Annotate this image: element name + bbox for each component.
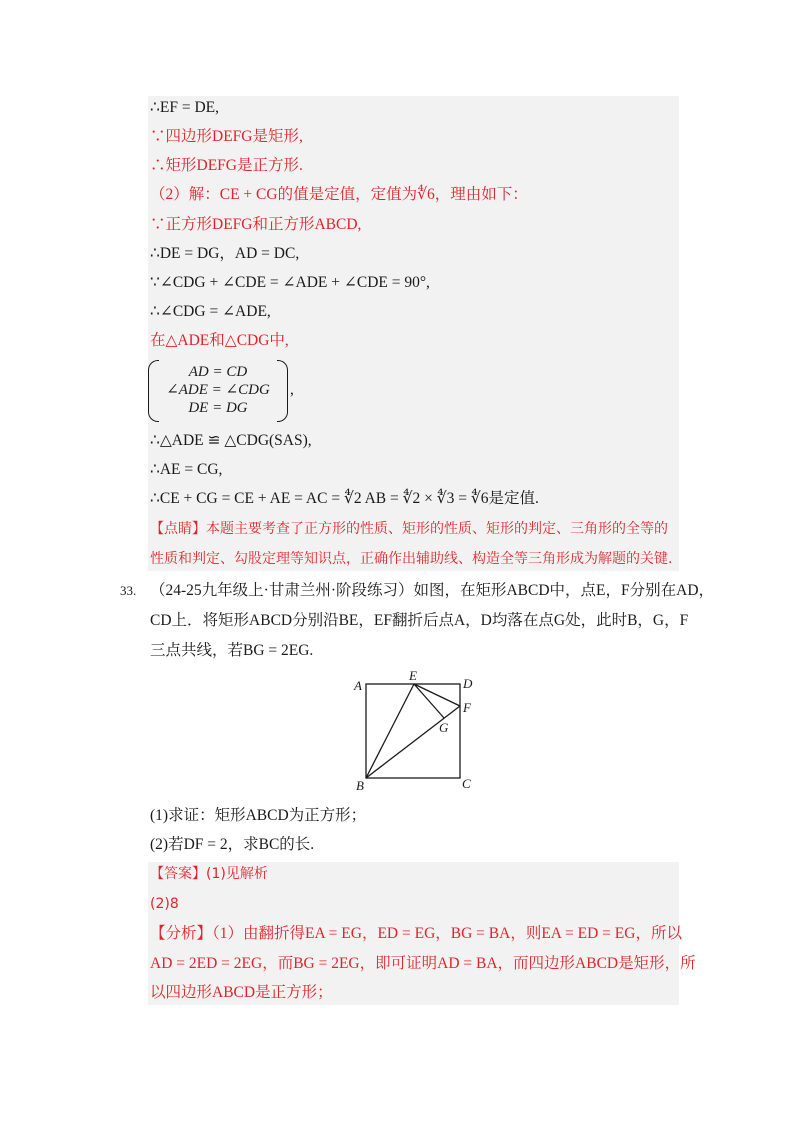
- solution-line-4: （2）解：CE + CG的值是定值，定值为∜6，理由如下：: [150, 186, 528, 203]
- label-f: F: [463, 700, 471, 715]
- solution-line-11: ∴AE = CG,: [150, 461, 223, 478]
- solution-line-10: ∴△ADE ≌ △CDG(SAS),: [150, 432, 312, 449]
- answer-line-1: 【答案】(1)见解析: [150, 866, 268, 882]
- solution-line-12: ∴CE + CG = CE + AE = AC = ∜2 AB = ∜2 × ∜3 = ∜6是定值.: [150, 490, 539, 507]
- solution-line-1: ∴EF = DE,: [150, 99, 219, 116]
- solution-line-5: ∵正方形DEFG和正方形ABCD,: [150, 216, 362, 233]
- segment-be: [366, 684, 414, 778]
- solution-line-6: ∴DE = DG，AD = DC,: [150, 245, 300, 262]
- label-b: B: [356, 778, 364, 793]
- label-d: D: [463, 676, 473, 691]
- system-tail: ,: [290, 381, 294, 398]
- label-g: G: [439, 720, 449, 735]
- solution-line-9: 在△ADE和△CDG中,: [150, 332, 289, 349]
- subquestion-2: (2)若DF = 2，求BC的长.: [150, 836, 315, 853]
- segment-eg: [414, 684, 444, 718]
- analysis-line-2: AD = 2ED = 2EG，而BG = 2EG，即可证明AD = BA，而四边形ABCD是矩形，所: [150, 955, 696, 972]
- system-row-2: ∠ADE = ∠CDG: [166, 382, 270, 398]
- problem-line-3: 三点共线，若BG = 2EG.: [150, 642, 314, 659]
- problem-line-2: CD上．将矩形ABCD分别沿BE，EF翻折后点A，D均落在点G处，此时B，G，F: [150, 612, 689, 629]
- label-c: C: [462, 776, 471, 791]
- solution-line-7: ∵∠CDG + ∠CDE = ∠ADE + ∠CDE = 90°,: [150, 274, 430, 291]
- system-row-3: DE = DG: [188, 400, 248, 416]
- solution-line-2: ∵四边形DEFG是矩形,: [150, 128, 303, 145]
- analysis-line-3: 以四边形ABCD是正方形；: [150, 984, 333, 1001]
- label-a: A: [354, 678, 362, 693]
- segment-bf: [366, 706, 460, 778]
- problem-number: 33.: [120, 583, 137, 598]
- label-e: E: [409, 668, 417, 683]
- segment-ef: [414, 684, 460, 706]
- answer-line-2: (2)8: [150, 896, 179, 912]
- system-row-1: AD = CD: [188, 364, 248, 380]
- equation-system: [148, 360, 288, 420]
- geometry-figure: [350, 668, 480, 793]
- solution-line-3: ∴矩形DEFG是正方形.: [150, 157, 303, 174]
- problem-line-1: （24-25九年级上·甘肃兰州·阶段练习）如图，在矩形ABCD中，点E，F分别在AD，: [150, 582, 715, 599]
- analysis-line-1: 【分析】（1）由翻折得EA = EG，ED = EG，BG = BA，则EA = ED = EG，所以: [150, 925, 682, 942]
- comment-line-1: 【点睛】本题主要考查了正方形的性质、矩形的性质、矩形的判定、三角形的全等的: [150, 521, 668, 537]
- subquestion-1: (1)求证：矩形ABCD为正方形；: [150, 807, 367, 824]
- comment-line-2: 性质和判定、勾股定理等知识点，正确作出辅助线、构造全等三角形成为解题的关键.: [150, 551, 673, 567]
- solution-line-8: ∴∠CDG = ∠ADE,: [150, 303, 271, 320]
